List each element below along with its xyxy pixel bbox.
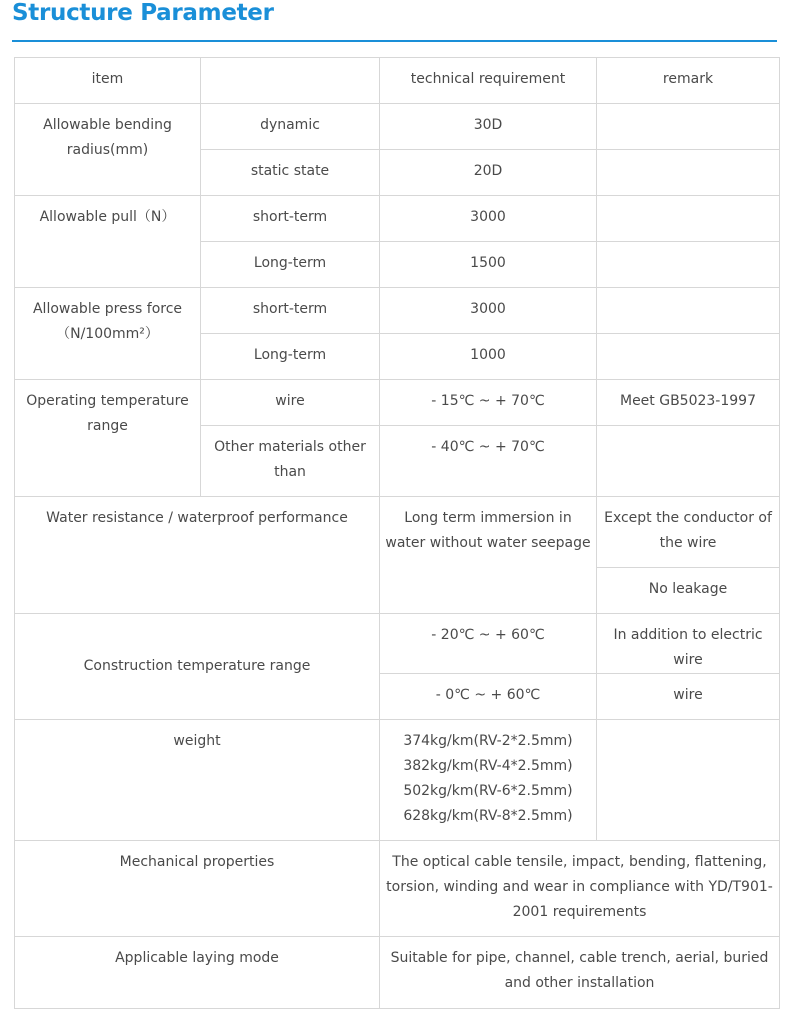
bending-static-remark — [597, 150, 780, 196]
water-remark-2: No leakage — [597, 568, 780, 614]
table-row — [15, 380, 780, 426]
title-underline — [12, 40, 777, 42]
pull-short-remark — [597, 196, 780, 242]
pull-label: Allowable pull（N） — [15, 196, 201, 288]
water-remark-1: Except the conductor of the wire — [597, 497, 780, 568]
header-remark: remark — [597, 58, 780, 104]
table-row — [15, 288, 780, 334]
weight-label: weight — [15, 720, 380, 841]
press-long-remark — [597, 334, 780, 380]
operating-label: Operating temperature range — [15, 380, 201, 497]
press-short-remark — [597, 288, 780, 334]
operating-other-label: Other materials other than — [201, 426, 380, 497]
header-sub — [201, 58, 380, 104]
bending-static-value: 20D — [380, 150, 597, 196]
construction-remark-2: wire — [597, 674, 780, 720]
weight-remark — [597, 720, 780, 841]
header-item: item — [15, 58, 201, 104]
construction-value-1: - 20℃ ~ + 60℃ — [380, 614, 597, 674]
bending-dynamic-value: 30D — [380, 104, 597, 150]
table-row — [15, 196, 780, 242]
weight-value: 382kg/km(RV-4*2.5mm) — [403, 758, 573, 774]
header-requirement: technical requirement — [380, 58, 597, 104]
pull-long-remark — [597, 242, 780, 288]
mechanical-value: The optical cable tensile, impact, bending, flattening, torsion, winding and wear in compliance with YD/T901-2001 requirements — [380, 841, 780, 937]
operating-wire-value: - 15℃ ~ + 70℃ — [380, 380, 597, 426]
mechanical-label: Mechanical properties — [15, 841, 380, 937]
press-label: Allowable press force（N/100mm²） — [15, 288, 201, 380]
bending-dynamic-remark — [597, 104, 780, 150]
construction-label: Construction temperature range — [15, 614, 380, 720]
bending-static-label: static state — [201, 150, 380, 196]
construction-remark-1: In addition to electric wire — [597, 614, 780, 674]
press-long-value: 1000 — [380, 334, 597, 380]
water-value: Long term immersion in water without water seepage — [380, 497, 597, 614]
table-row — [15, 841, 780, 937]
bending-label: Allowable bending radius(mm) — [15, 104, 201, 196]
weight-values — [380, 720, 597, 841]
table-row — [15, 614, 780, 674]
weight-value: 628kg/km(RV-8*2.5mm) — [403, 808, 573, 824]
table-row — [15, 497, 780, 568]
table-row — [15, 104, 780, 150]
water-label: Water resistance / waterproof performance — [15, 497, 380, 614]
laying-value: Suitable for pipe, channel, cable trench, aerial, buried and other installation — [380, 937, 780, 1009]
pull-long-value: 1500 — [380, 242, 597, 288]
page-title: Structure Parameter — [12, 0, 274, 26]
laying-label: Applicable laying mode — [15, 937, 380, 1009]
construction-value-2: - 0℃ ~ + 60℃ — [380, 674, 597, 720]
pull-long-label: Long-term — [201, 242, 380, 288]
table-row — [15, 720, 780, 841]
header-row — [15, 58, 780, 104]
weight-value: 502kg/km(RV-6*2.5mm) — [403, 783, 573, 799]
operating-wire-label: wire — [201, 380, 380, 426]
structure-parameter-table — [14, 57, 780, 1009]
pull-short-label: short-term — [201, 196, 380, 242]
operating-other-value: - 40℃ ~ + 70℃ — [380, 426, 597, 497]
table-row — [15, 937, 780, 1009]
press-short-label: short-term — [201, 288, 380, 334]
weight-value: 374kg/km(RV-2*2.5mm) — [403, 733, 573, 749]
press-short-value: 3000 — [380, 288, 597, 334]
press-long-label: Long-term — [201, 334, 380, 380]
bending-dynamic-label: dynamic — [201, 104, 380, 150]
operating-wire-remark: Meet GB5023-1997 — [597, 380, 780, 426]
operating-other-remark — [597, 426, 780, 497]
pull-short-value: 3000 — [380, 196, 597, 242]
